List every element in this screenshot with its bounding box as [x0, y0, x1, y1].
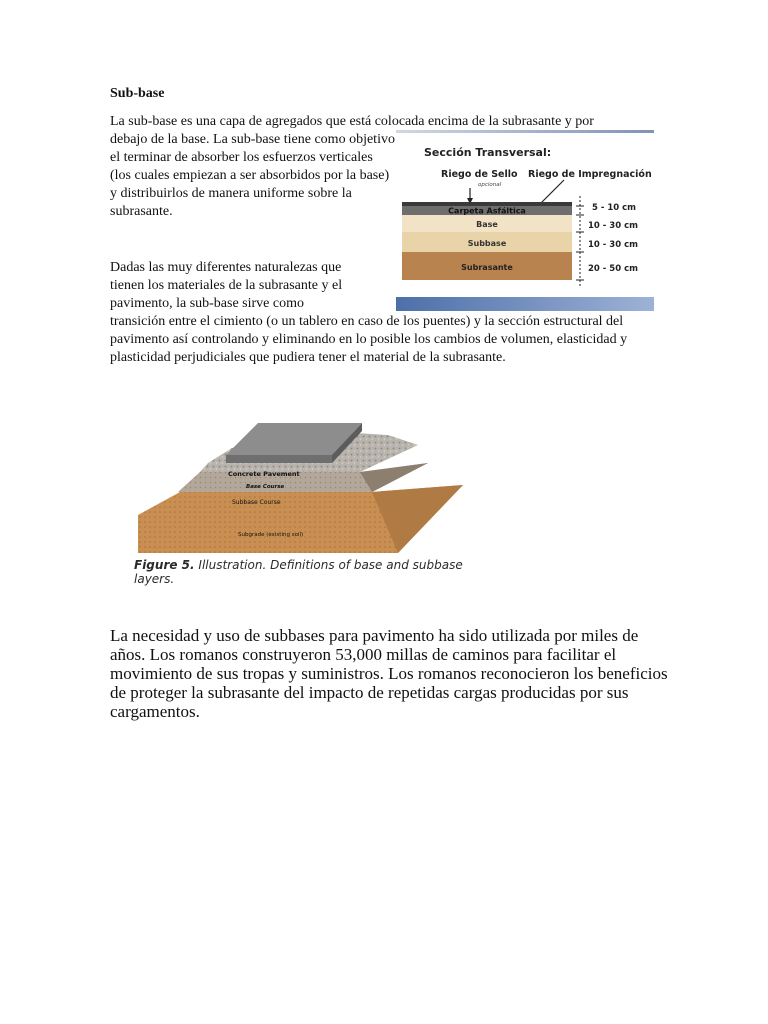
- thickness-subbase: 10 - 30 cm: [588, 240, 638, 250]
- paragraph-2-part-1: Dadas las muy diferentes naturalezas que tienen los materiales de la subrasante y el pavimento, la sub-base sirve como: [110, 260, 343, 311]
- top-rule: [396, 130, 654, 133]
- label-subgrade: Subgrade (existing soil): [238, 532, 304, 538]
- caption-label: Figure 5.: [134, 558, 195, 572]
- layer-subrasante-label: Subrasante: [461, 263, 513, 272]
- section-title: Sección Transversal:: [424, 146, 552, 159]
- label-base-course: Base Course: [246, 484, 285, 490]
- label-subbase-course: Subbase Course: [232, 499, 281, 506]
- figure-caption: [134, 558, 464, 586]
- paragraph-1-line-1: La sub-base es una capa de agregados que está colocada encima de la subrasante y por: [110, 114, 594, 129]
- concrete-slab-front: [226, 455, 332, 463]
- bottom-bar: [396, 297, 654, 311]
- layer-carpeta-label: Carpeta Asfáltica: [448, 206, 526, 216]
- paragraph-3: La necesidad y uso de subbases para pavimento ha sido utilizada por miles de años. Los romanos construyeron 53,000 millas de caminos para facilitar el movimiento de sus tropas y suministros. Los romanos reconocieron los beneficios de proteger la subrasante del impacto de repetidas cargas producidas por sus cargamentos.: [110, 626, 668, 721]
- paragraph-1-body: debajo de la base. La sub-base tiene como objetivo el terminar de absorber los esfuerzos verticales (los cuales empiezan a ser absorbidos por la base) y distribuirlos de manera uniforme sobre la subrasante.: [110, 132, 395, 219]
- layer-base-label: Base: [476, 220, 498, 229]
- label-sello: Riego de Sello: [441, 169, 518, 180]
- label-impregnacion: Riego de Impregnación: [528, 169, 652, 180]
- thickness-subrasante: 20 - 50 cm: [588, 264, 638, 274]
- label-concrete: Concrete Pavement: [228, 470, 300, 478]
- page-heading: Sub-base: [110, 86, 165, 101]
- thickness-base: 10 - 30 cm: [588, 221, 638, 231]
- layer-subbase-label: Subbase: [467, 239, 507, 248]
- label-opcional: opcional: [478, 182, 502, 188]
- sello-layer: [402, 202, 572, 206]
- cross-section-figure: [396, 130, 654, 312]
- subbase-side: [360, 463, 428, 492]
- caption-text: Illustration. Definitions of base and subbase layers.: [134, 558, 463, 586]
- paragraph-2-part-2: transición entre el cimiento (o un tablero en caso de los puentes) y la sección estructural del pavimento así controlando y eliminando en lo posible los cambios de volumen, elasticidad y plasticidad perjudiciales que pudiera tener el material de la subrasante.: [110, 314, 628, 365]
- thickness-carpeta: 5 - 10 cm: [592, 203, 637, 213]
